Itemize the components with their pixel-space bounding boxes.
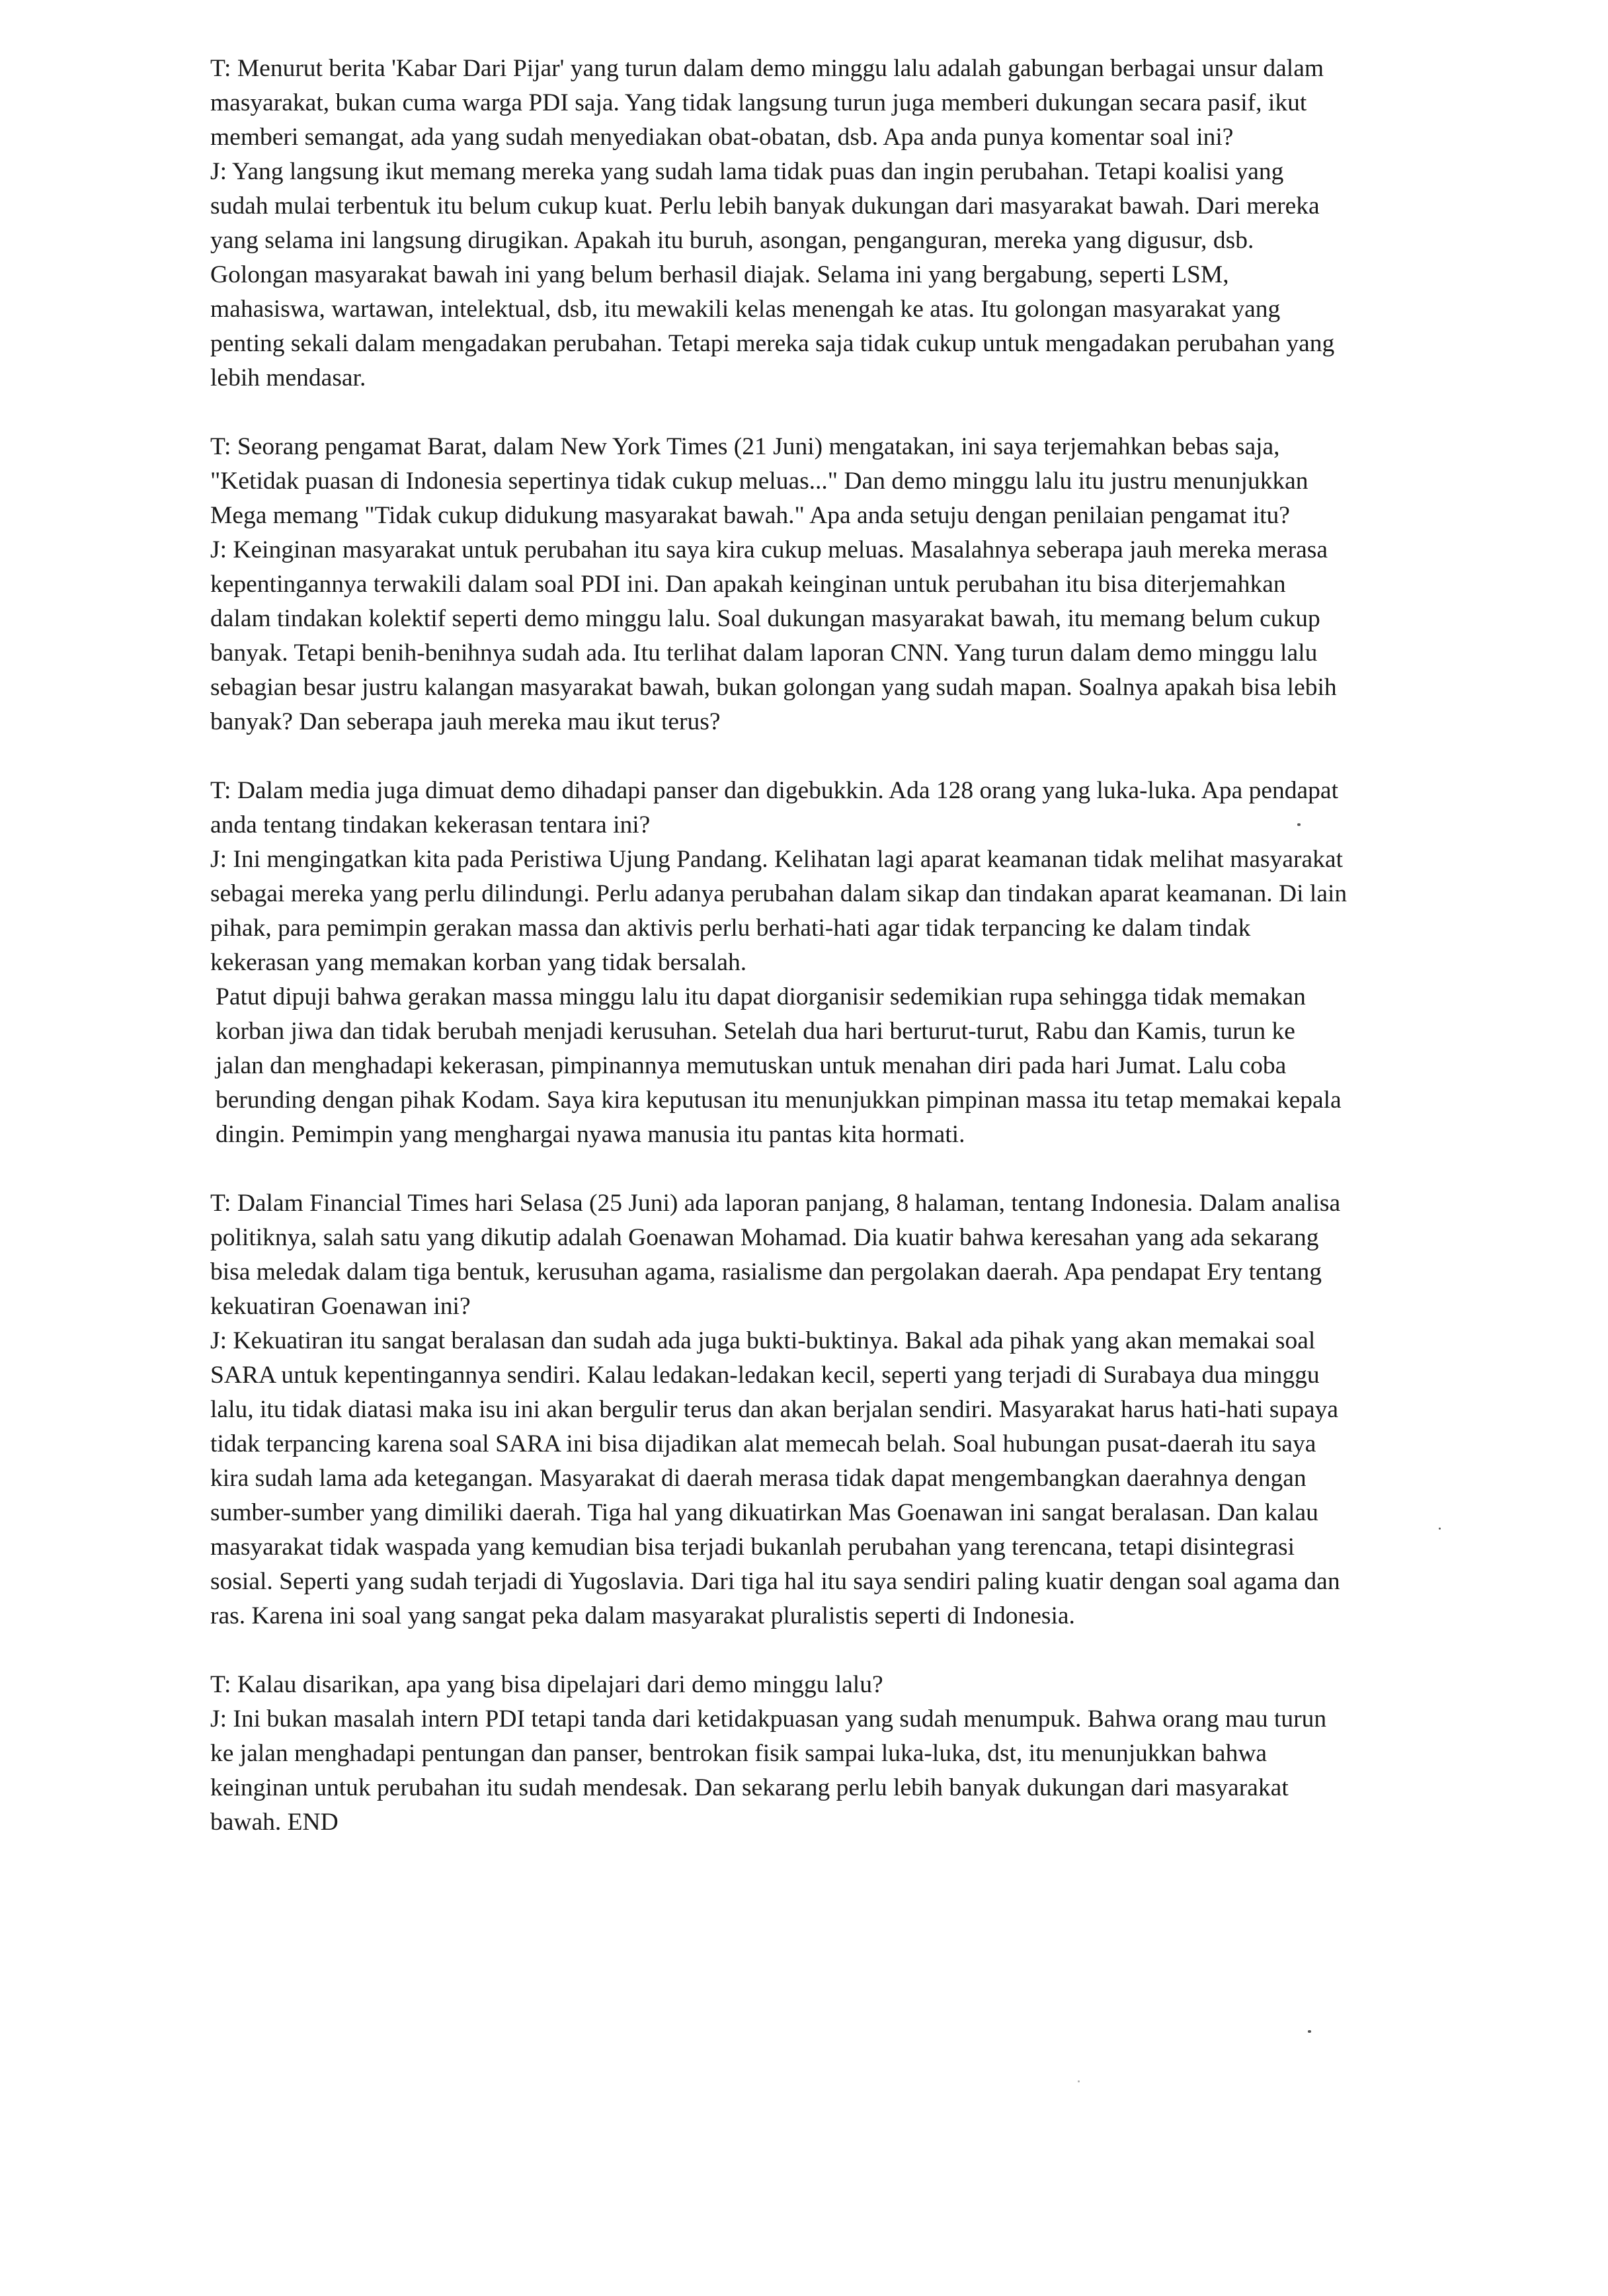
answer-continuation-paragraph: Patut dipuji bahwa gerakan massa minggu lalu itu dapat diorganisir sedemikian rupa sehingga tidak memakan korban jiwa dan tidak berubah menjadi kerusuhan. Setelah dua hari berturut-turut, Rabu dan Kamis, turun ke jalan dan menghadapi kekerasan, pimpinannya memutuskan untuk menahan diri pada hari Jumat. Lalu coba berunding dengan pihak Kodam. Saya kira keputusan itu menunjukkan pimpinan massa itu tetap memakai kepala dingin. Pemimpin yang menghargai nyawa manusia itu pantas kita hormati. — [216, 983, 1342, 1148]
scan-speck — [1078, 2080, 1080, 2082]
qa-block-1 — [210, 52, 1347, 395]
qa-block-3 — [210, 774, 1347, 1152]
answer-paragraph: J: Ini mengingatkan kita pada Peristiwa Ujung Pandang. Kelihatan lagi aparat keamanan tidak melihat masyarakat sebagai mereka yang perlu dilindungi. Perlu adanya perubahan dalam sikap dan tindakan aparat keamanan. Di lain pihak, para pemimpin gerakan massa dan aktivis perlu berhati-hati agar tidak terpancing ke dalam tindak kekerasan yang memakan korban yang tidak bersalah. — [210, 846, 1347, 976]
qa-block-2 — [210, 430, 1347, 739]
question-paragraph: T: Menurut berita 'Kabar Dari Pijar' yang turun dalam demo minggu lalu adalah gabungan berbagai unsur dalam masyarakat, bukan cuma warga PDI saja. Yang tidak langsung turun juga memberi dukungan secara pasif, ikut memberi semangat, ada yang sudah menyediakan obat-obatan, dsb. Apa anda punya komentar soal ini? — [210, 55, 1324, 151]
answer-paragraph: J: Yang langsung ikut memang mereka yang sudah lama tidak puas dan ingin perubahan. Tetapi koalisi yang sudah mulai terbentuk itu belum cukup kuat. Perlu lebih banyak dukungan dari masyarakat bawah. Dari mereka yang selama ini langsung dirugikan. Apakah itu buruh, asongan, penganguran, mereka yang digusur, dsb. Golongan masyarakat bawah ini yang belum berhasil diajak. Selama ini yang bergabung, seperti LSM, mahasiswa, wartawan, intelektual, dsb, itu mewakili kelas menengah ke atas. Itu golongan masyarakat yang penting sekali dalam mengadakan perubahan. Tetapi mereka saja tidak cukup untuk mengadakan perubahan yang lebih mendasar. — [210, 158, 1335, 391]
answer-paragraph: J: Ini bukan masalah intern PDI tetapi tanda dari ketidakpuasan yang sudah menumpuk. Bahwa orang mau turun ke jalan menghadapi pentungan dan panser, bentrokan fisik sampai luka-luka, dst, itu menunjukkan bahwa keinginan untuk perubahan itu sudah mendesak. Dan sekarang perlu lebih banyak dukungan dari masyarakat bawah. END — [210, 1705, 1327, 1836]
question-paragraph: T: Kalau disarikan, apa yang bisa dipelajari dari demo minggu lalu? — [210, 1671, 883, 1698]
question-paragraph: T: Dalam media juga dimuat demo dihadapi panser dan digebukkin. Ada 128 orang yang luka-luka. Apa pendapat anda tentang tindakan kekerasan tentara ini? — [210, 777, 1338, 839]
scan-speck — [1297, 823, 1301, 826]
scan-speck — [1308, 2030, 1311, 2033]
document-page — [210, 52, 1347, 1874]
answer-paragraph: J: Keinginan masyarakat untuk perubahan itu saya kira cukup meluas. Masalahnya seberapa jauh mereka merasa kepentingannya terwakili dalam soal PDI ini. Dan apakah keinginan untuk perubahan itu bisa diterjemahkan dalam tindakan kolektif seperti demo minggu lalu. Soal dukungan masyarakat bawah, itu memang belum cukup banyak. Tetapi benih-benihnya sudah ada. Itu terlihat dalam laporan CNN. Yang turun dalam demo minggu lalu sebagian besar justru kalangan masyarakat bawah, bukan golongan yang sudah mapan. Soalnya apakah bisa lebih banyak? Dan seberapa jauh mereka mau ikut terus? — [210, 536, 1337, 735]
qa-block-4 — [210, 1186, 1347, 1633]
question-paragraph: T: Seorang pengamat Barat, dalam New York Times (21 Juni) mengatakan, ini saya terjemahkan bebas saja, "Ketidak puasan di Indonesia sepertinya tidak cukup meluas..." Dan demo minggu lalu itu justru menunjukkan Mega memang "Tidak cukup didukung masyarakat bawah." Apa anda setuju dengan penilaian pengamat itu? — [210, 433, 1308, 529]
scan-speck — [1439, 1528, 1441, 1530]
answer-paragraph: J: Kekuatiran itu sangat beralasan dan sudah ada juga bukti-buktinya. Bakal ada pihak yang akan memakai soal SARA untuk kepentingannya sendiri. Kalau ledakan-ledakan kecil, seperti yang terjadi di Surabaya dua minggu lalu, itu tidak diatasi maka isu ini akan bergulir terus dan akan berjalan sendiri. Masyarakat harus hati-hati supaya tidak terpancing karena soal SARA ini bisa dijadikan alat memecah belah. Soal hubungan pusat-daerah itu saya kira sudah lama ada ketegangan. Masyarakat di daerah merasa tidak dapat mengembangkan daerahnya dengan sumber-sumber yang dimiliki daerah. Tiga hal yang dikuatirkan Mas Goenawan ini sangat beralasan. Dan kalau masyarakat tidak waspada yang kemudian bisa terjadi bukanlah perubahan yang terencana, tetapi disintegrasi sosial. Seperti yang sudah terjadi di Yugoslavia. Dari tiga hal itu saya sendiri paling kuatir dengan soal agama dan ras. Karena ini soal yang sangat peka dalam masyarakat pluralistis seperti di Indonesia. — [210, 1327, 1340, 1629]
qa-block-5 — [210, 1668, 1347, 1840]
question-paragraph: T: Dalam Financial Times hari Selasa (25 Juni) ada laporan panjang, 8 halaman, tentang Indonesia. Dalam analisa politiknya, salah satu yang dikutip adalah Goenawan Mohamad. Dia kuatir bahwa keresahan yang ada sekarang bisa meledak dalam tiga bentuk, kerusuhan agama, rasialisme dan pergolakan daerah. Apa pendapat Ery tentang kekuatiran Goenawan ini? — [210, 1190, 1341, 1320]
